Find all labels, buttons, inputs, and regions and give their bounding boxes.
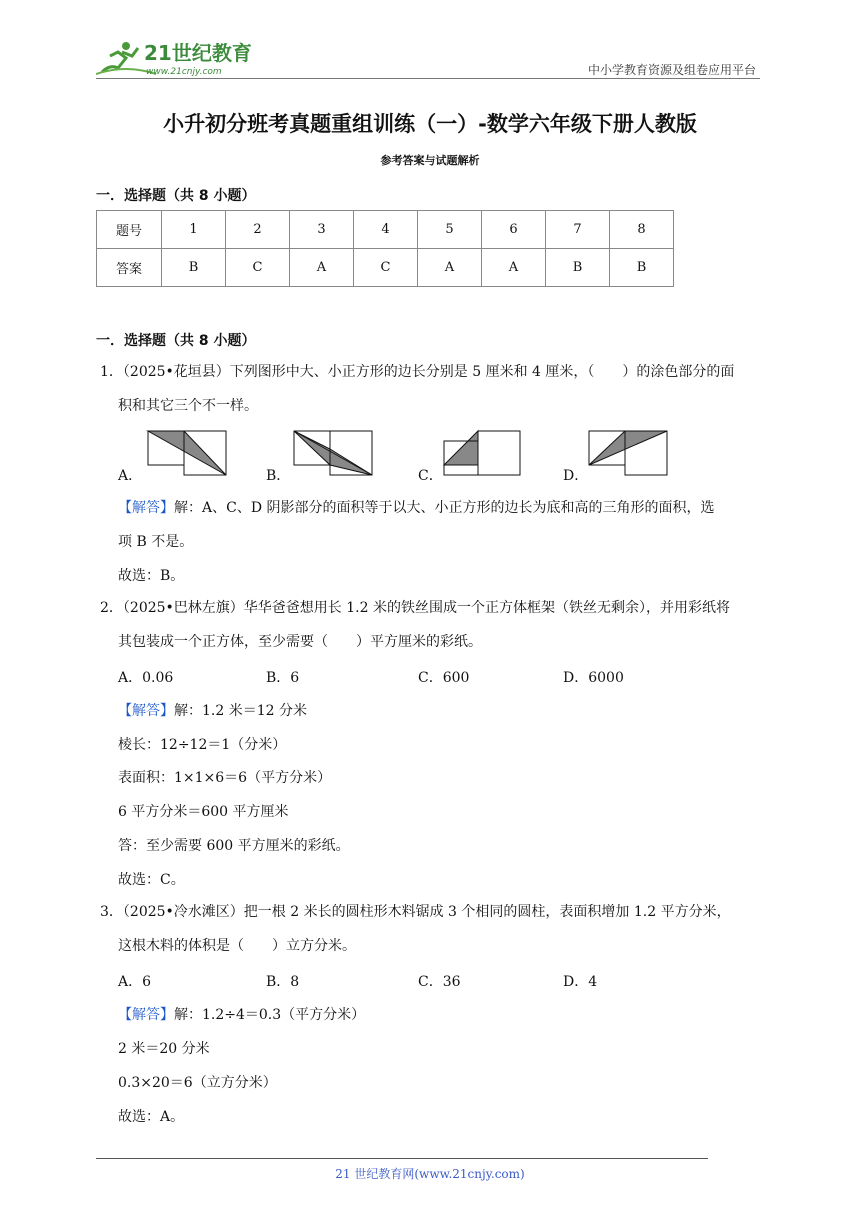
answer-cell: A <box>290 249 354 287</box>
question-number: 8 <box>610 211 674 249</box>
answer-cell: A <box>418 249 482 287</box>
svg-text:21世纪教育: 21世纪教育 <box>144 41 252 65</box>
question-3-text: 3．（2025•冷水滩区）把一根 2 米长的圆柱形木料锯成 3 个相同的圆柱，表面积增加 1.2 平方分米， <box>100 904 731 920</box>
q2-option-c: C．600 <box>418 670 470 686</box>
answer-cell: C <box>226 249 290 287</box>
footer-divider <box>96 1158 708 1159</box>
question-number: 2 <box>226 211 290 249</box>
q3-solution-line-3: 0.3×20＝6（立方分米） <box>118 1075 277 1091</box>
site-logo <box>96 34 266 80</box>
q2-solution-line-5: 答：至少需要 600 平方厘米的彩纸。 <box>118 838 350 854</box>
answer-cell: B <box>610 249 674 287</box>
question-1-text-cont: 积和其它三个不一样。 <box>118 398 258 414</box>
q2-solution-line-4: 6 平方分米＝600 平方厘米 <box>118 804 289 820</box>
q2-solution-line-3: 表面积：1×1×6＝6（平方分米） <box>118 770 332 786</box>
question-number: 6 <box>482 211 546 249</box>
q2-option-a: A．0.06 <box>118 670 174 686</box>
answer-cell: C <box>354 249 418 287</box>
footer-link[interactable]: 21 世纪教育网(www.21cnjy.com) <box>335 1167 525 1181</box>
q1-option-b: B． <box>266 468 291 484</box>
q1-solution-text: 解：A、C、D 阴影部分的面积等于以大、小正方形的边长为底和高的三角形的面积，选 <box>174 500 715 516</box>
q1-figure-a <box>146 429 230 479</box>
section-heading-2: 一．选择题（共 8 小题） <box>96 333 256 349</box>
answer-table <box>96 210 674 287</box>
question-number: 7 <box>546 211 610 249</box>
q2-option-b: B．6 <box>266 670 300 686</box>
q2-choice: 故选：C。 <box>118 872 185 888</box>
q3-solution-text: 解：1.2÷4＝0.3（平方分米） <box>174 1007 366 1023</box>
question-1-text: 1．（2025•花垣县）下列图形中大、小正方形的边长分别是 5 厘米和 4 厘米，（ ）的涂色部分的面 <box>100 364 735 380</box>
q1-solution-line-1 <box>118 498 715 518</box>
answer-cell: A <box>482 249 546 287</box>
q3-option-c: C．36 <box>418 974 461 990</box>
table-row-label: 答案 <box>97 249 162 287</box>
header-platform-text: 中小学教育资源及组卷应用平台 <box>587 63 756 77</box>
q1-choice: 故选：B。 <box>118 568 185 584</box>
q3-option-a: A．6 <box>118 974 152 990</box>
q3-option-d: D．4 <box>563 974 598 990</box>
q1-solution-line-2: 项 B 不是。 <box>118 534 194 550</box>
q1-option-c: C． <box>418 468 443 484</box>
question-number: 5 <box>418 211 482 249</box>
q2-solution-text: 解：1.2 米＝12 分米 <box>174 703 307 719</box>
question-number: 4 <box>354 211 418 249</box>
q3-solution-line-2: 2 米＝20 分米 <box>118 1041 210 1057</box>
q1-option-a: A． <box>118 468 143 484</box>
page-subtitle: 参考答案与试题解析 <box>380 154 480 167</box>
question-3-text-cont: 这根木料的体积是（ ）立方分米。 <box>118 938 356 954</box>
q2-solution-line-2: 棱长：12÷12＝1（分米） <box>118 737 287 753</box>
q2-option-d: D．6000 <box>563 670 624 686</box>
q1-figure-b <box>292 429 376 479</box>
question-number: 3 <box>290 211 354 249</box>
question-2-text-cont: 其包装成一个正方体，至少需要（ ）平方厘米的彩纸。 <box>118 634 482 650</box>
q1-figure-d <box>587 429 671 479</box>
header-divider <box>96 78 760 79</box>
solution-tag: 【解答】 <box>118 703 174 719</box>
question-number: 1 <box>162 211 226 249</box>
svg-text:www.21cnjy.com: www.21cnjy.com <box>146 67 222 77</box>
table-row <box>97 249 674 287</box>
question-2-text: 2．（2025•巴林左旗）华华爸爸想用长 1.2 米的铁丝围成一个正方体框架（铁丝无剩余），并用彩纸将 <box>100 600 730 616</box>
solution-tag: 【解答】 <box>118 500 174 516</box>
answer-cell: B <box>162 249 226 287</box>
q2-solution-line-1 <box>118 701 307 721</box>
q3-option-b: B．8 <box>266 974 300 990</box>
q1-option-d: D． <box>563 468 589 484</box>
page-title: 小升初分班考真题重组训练（一）-数学六年级下册人教版 <box>163 112 697 136</box>
section-heading-1: 一．选择题（共 8 小题） <box>96 188 256 204</box>
q3-choice: 故选：A。 <box>118 1109 185 1125</box>
q3-solution-line-1 <box>118 1005 365 1025</box>
table-row <box>97 211 674 249</box>
answer-cell: B <box>546 249 610 287</box>
q1-figure-c <box>440 429 524 479</box>
table-row-label: 题号 <box>97 211 162 249</box>
solution-tag: 【解答】 <box>118 1007 174 1023</box>
